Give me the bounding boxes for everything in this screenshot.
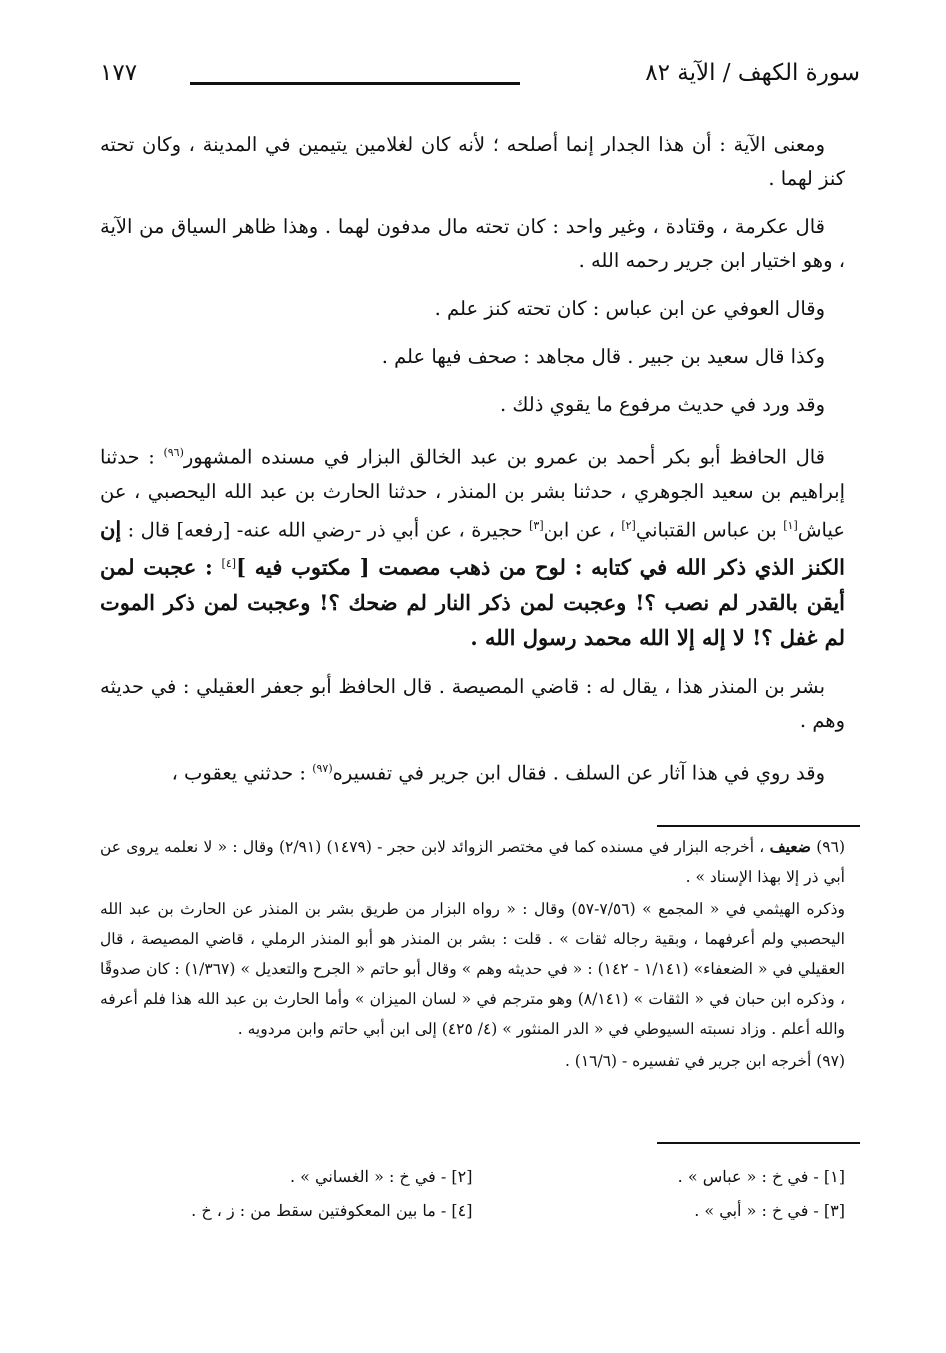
variants-row [100, 1194, 845, 1228]
page-header [100, 58, 860, 98]
variant-ref-1: [١] [783, 518, 798, 532]
hadith-text: : حدثنا إبراهيم بن سعيد الجوهري ، حدثنا بشر بن المنذر ، حدثنا الحارث بن عبد الله اليحصبي ، عن عياش [100, 445, 846, 541]
footnotes [100, 832, 845, 1078]
paragraph-text: : حدثني يعقوب ، [171, 761, 313, 784]
paragraph: ومعنى الآية : أن هذا الجدار إنما أصلحه ؛ لأنه كان لغلامين يتيمين في المدينة ، وكان تحته كنز لهما . [100, 133, 845, 190]
manuscript-variants [100, 1160, 845, 1228]
variant-ref-2: [٢] [621, 518, 636, 532]
footnote-number: (٩٦) [816, 838, 845, 856]
hadith-grade: ضعيف [769, 837, 811, 856]
variants-row [100, 1160, 845, 1194]
variant-note: [١] - في خ : « عباس » . [677, 1167, 845, 1186]
footnote-text: ، أخرجه البزار في مسنده كما في مختصر الزوائد لابن حجر - (١٤٧٩) (٢/٩١) وقال : « لا نعلمه يروى عن أبي ذر إلا بهذا الإسناد » . [100, 838, 845, 886]
variant-note: [٣] - في خ : « أبي » . [694, 1201, 845, 1220]
header-rule [190, 82, 520, 85]
variant-ref-4: [٤] [221, 557, 237, 570]
paragraph-text: وقد روي في هذا آثار عن السلف . فقال ابن جرير في تفسيره [332, 761, 825, 784]
page-number: ١٧٧ [100, 60, 138, 86]
paragraph: قال عكرمة ، وقتادة ، وغير واحد : كان تحته مال مدفون لهما . وهذا ظاهر السياق من الآية ، وهو اختيار ابن جرير رحمه الله . [100, 215, 845, 272]
paragraph: وكذا قال سعيد بن جبير . قال مجاهد : صحف فيها علم . [381, 345, 825, 368]
hadith-text: حجيرة ، عن أبي ذر -رضي الله عنه- [رفعه] قال : [121, 518, 530, 541]
paragraph: وقال العوفي عن ابن عباس : كان تحته كنز علم . [434, 297, 825, 320]
hadith-text: ، عن ابن [543, 518, 622, 541]
hadith-text: بن عباس القتباني [635, 518, 784, 541]
variant-note: [٢] - في خ : « الغساني » . [289, 1167, 473, 1186]
hadith-matn: : عجبت لمن أيقن بالقدر لم نصب ؟! وعجبت لمن ذكر النار لم ضحك ؟! وعجبت لمن ذكر الموت لم غفل ؟! لا إله إلا الله محمد رسول الله . [100, 554, 845, 650]
variants-separator [657, 1142, 860, 1144]
hadith-paragraph [100, 436, 845, 656]
paragraph: وقد ورد في حديث مرفوع ما يقوي ذلك . [499, 393, 825, 416]
footnote-ref-97: (٩٧) [312, 761, 333, 775]
main-text [100, 128, 845, 804]
hadith-matn: إن الكنز الذي ذكر الله في كتابه : لوح من ذهب مصمت [ مكتوب فيه ] [100, 516, 845, 580]
footnote-96-continued: وذكره الهيثمي في « المجمع » (٧/٥٦-٥٧) وقال : « رواه البزار من طريق بشر بن المنذر عن الحارث بن عبد الله اليحصبي ولم أعرفهما ، وبقية رجاله ثقات » . قلت : بشر بن المنذر هو أبو المنذر الرملي ، قاضي المصيصة ، قال العقيلي في « الضعفاء» (١/١٤١ - ١٤٢) : « في حديثه وهم » وقال أبو حاتم « الجرح والتعديل » (١/٣٦٧) : كان صدوقًا ، وذكره ابن حبان في « الثقات » (٨/١٤١) وهو مترجم في « لسان الميزان » وأما الحارث بن عبد الله هذا فلم أعرفه والله أعلم . وزاد نسبته السيوطي في « الدر المنثور » (٤/ ٤٢٥) إلى ابن أبي حاتم وابن مردويه . [100, 900, 845, 1038]
variant-ref-3: [٣] [529, 518, 544, 532]
paragraph [100, 752, 845, 791]
footnote-ref-96: (٩٦) [163, 446, 184, 459]
paragraph: بشر بن المنذر هذا ، يقال له : قاضي المصيصة . قال الحافظ أبو جعفر العقيلي : في حديثه وهم . [100, 674, 845, 732]
footnote-separator [657, 825, 860, 827]
variant-note: [٤] - ما بين المعكوفتين سقط من : ز ، خ . [191, 1201, 473, 1220]
running-title: سورة الكهف / الآية ٨٢ [645, 60, 860, 86]
hadith-text: قال الحافظ أبو بكر أحمد بن عمرو بن عبد الخالق البزار في مسنده المشهور [183, 445, 826, 469]
footnote-96 [100, 832, 845, 892]
footnote-97: (٩٧) أخرجه ابن جرير في تفسيره - (١٦/٦) . [564, 1052, 845, 1070]
